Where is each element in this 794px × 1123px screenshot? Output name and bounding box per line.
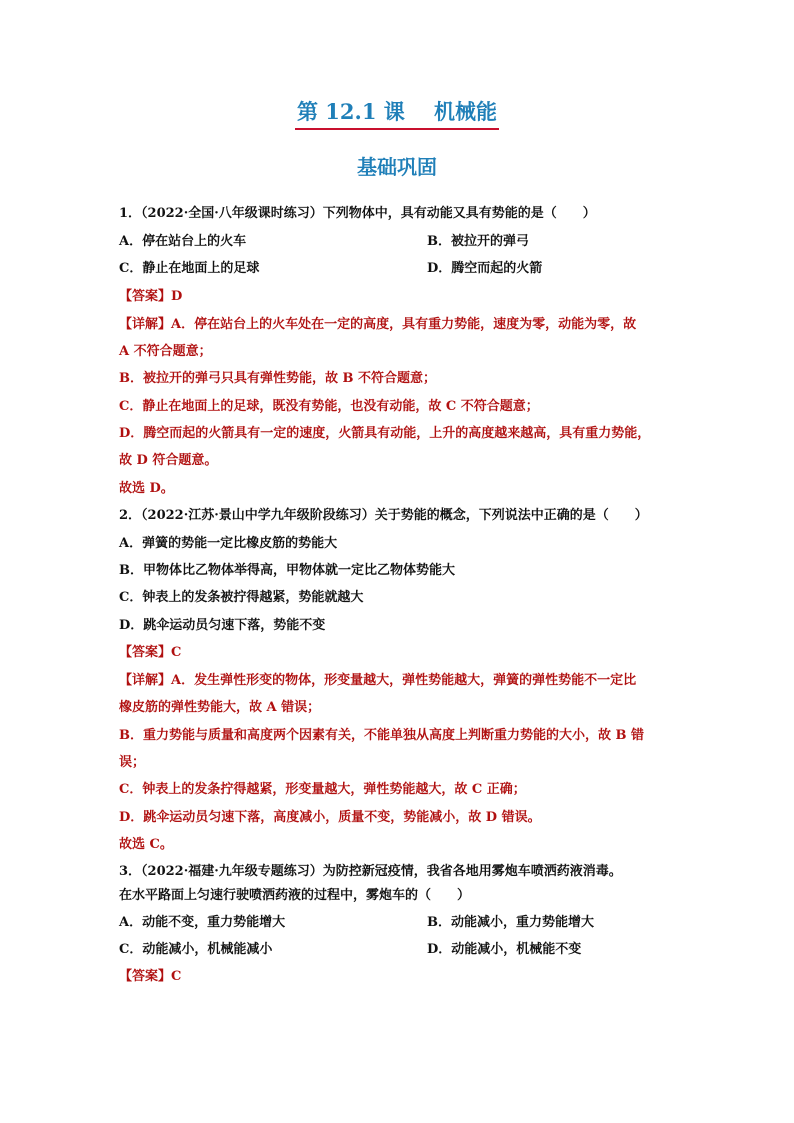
q3-answer: 【答案】C bbox=[119, 969, 182, 984]
q2-explanation-line: B．重力势能与质量和高度两个因素有关，不能单独从高度上判断重力势能的大小，故 B 错 bbox=[119, 728, 645, 743]
q1-explanation-line: 【详解】A．停在站台上的火车处在一定的高度，具有重力势能，速度为零，动能为零，故 bbox=[119, 317, 637, 332]
q3-option-d: D．动能减小，机械能不变 bbox=[427, 942, 582, 957]
q2-explanation-line: 误； bbox=[119, 755, 146, 770]
q1-explanation-line: D．腾空而起的火箭具有一定的速度，火箭具有动能，上升的高度越来越高，具有重力势能， bbox=[119, 426, 651, 441]
q2-answer: 【答案】C bbox=[119, 645, 182, 660]
q1-conclusion: 故选 D。 bbox=[119, 481, 174, 496]
q2-explanation-line: D．跳伞运动员匀速下落，高度减小，质量不变，势能减小，故 D 错误。 bbox=[119, 810, 541, 825]
q2-option-b: B．甲物体比乙物体举得高，甲物体就一定比乙物体势能大 bbox=[119, 563, 455, 578]
q1-answer: 【答案】D bbox=[119, 289, 183, 304]
q2-option-a: A．弹簧的势能一定比橡皮筋的势能大 bbox=[119, 536, 338, 551]
q3-option-c: C．动能减小，机械能减小 bbox=[119, 942, 273, 957]
q1-option-b: B．被拉开的弹弓 bbox=[427, 234, 529, 249]
q1-option-c: C．静止在地面上的足球 bbox=[119, 261, 260, 276]
q2-explanation-line: C．钟表上的发条拧得越紧，形变量越大，弹性势能越大，故 C 正确； bbox=[119, 782, 526, 797]
q3-stem: 3．（2022·福建·九年级专题练习）为防控新冠疫情，我省各地用雾炮车喷洒药液消毒。 bbox=[119, 864, 622, 879]
q1-option-a: A．停在站台上的火车 bbox=[119, 234, 247, 249]
q3-stem-continued: 在水平路面上匀速行驶喷洒药液的过程中，雾炮车的（ ） bbox=[119, 888, 471, 903]
q1-explanation-line: A 不符合题意； bbox=[119, 344, 212, 359]
q2-explanation-line: 橡皮筋的弹性势能大，故 A 错误； bbox=[119, 700, 321, 715]
q2-option-c: C．钟表上的发条被拧得越紧，势能就越大 bbox=[119, 590, 364, 605]
section-heading: 基础巩固 bbox=[357, 155, 437, 179]
lesson-title: 第 12.1 课 机械能 bbox=[0, 96, 794, 130]
q1-stem: 1．（2022·全国·八年级课时练习）下列物体中，具有动能又具有势能的是（ ） bbox=[119, 206, 596, 221]
q1-option-d: D．腾空而起的火箭 bbox=[427, 261, 543, 276]
q2-stem: 2．（2022·江苏·景山中学九年级阶段练习）关于势能的概念，下列说法中正确的是（ ） bbox=[119, 508, 648, 523]
q2-conclusion: 故选 C。 bbox=[119, 837, 173, 852]
q2-explanation-line: 【详解】A．发生弹性形变的物体，形变量越大，弹性势能越大，弹簧的弹性势能不一定比 bbox=[119, 673, 637, 688]
q1-explanation-line: 故 D 符合题意。 bbox=[119, 453, 218, 468]
q3-option-a: A．动能不变，重力势能增大 bbox=[119, 915, 286, 930]
q2-option-d: D．跳伞运动员匀速下落，势能不变 bbox=[119, 618, 326, 633]
q1-explanation-line: B．被拉开的弹弓只具有弹性势能，故 B 不符合题意； bbox=[119, 371, 437, 386]
q1-explanation-line: C．静止在地面上的足球，既没有势能，也没有动能，故 C 不符合题意； bbox=[119, 399, 539, 414]
q3-option-b: B．动能减小，重力势能增大 bbox=[427, 915, 594, 930]
